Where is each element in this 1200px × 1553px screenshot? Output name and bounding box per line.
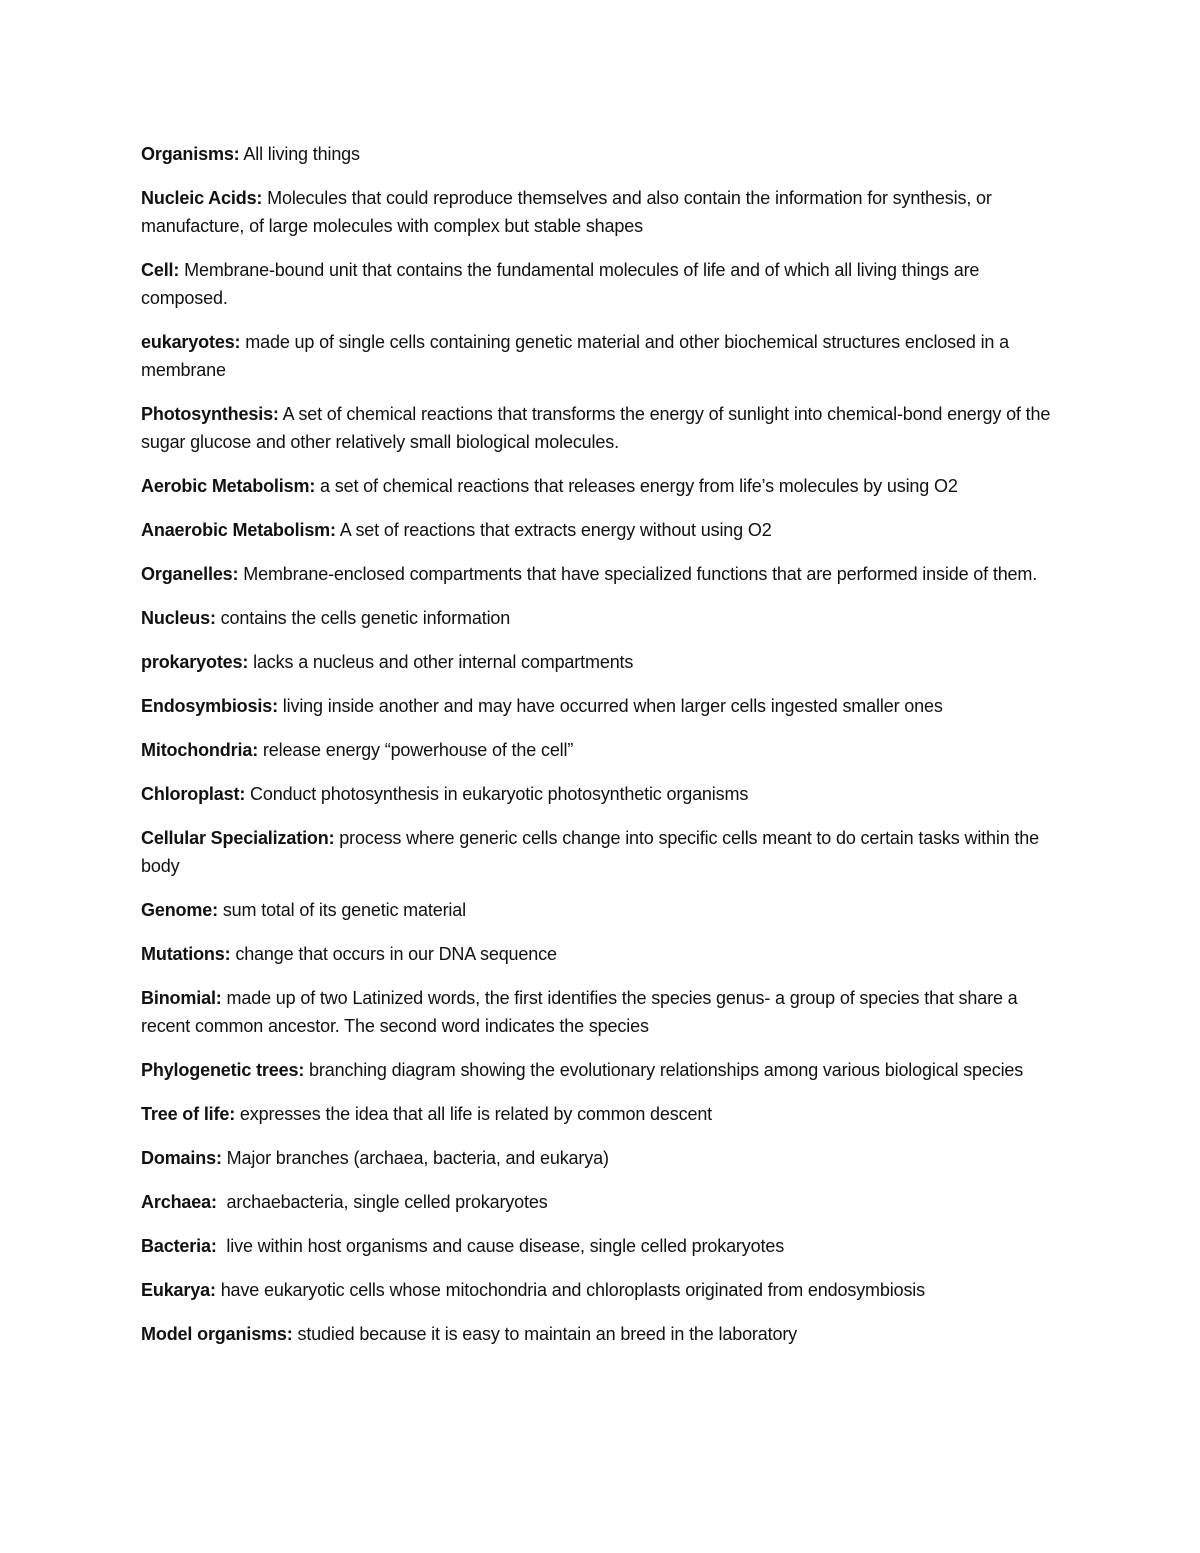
entry-organelles: [141, 560, 1061, 588]
entry-aerobic-metabolism: [141, 472, 1061, 500]
definition: studied because it is easy to maintain an breed in the laboratory: [292, 1324, 798, 1344]
term: Organisms:: [141, 144, 240, 164]
term: Bacteria:: [141, 1236, 217, 1256]
entry-prokaryotes: [141, 648, 1061, 676]
definition: contains the cells genetic information: [215, 608, 511, 628]
definition: archaebacteria, single celled prokaryotes: [216, 1192, 548, 1212]
term: Organelles:: [141, 564, 239, 584]
definition: release energy “powerhouse of the cell”: [258, 740, 574, 760]
entry-tree-of-life: [141, 1100, 1061, 1128]
term: Aerobic Metabolism:: [141, 476, 316, 496]
term: Mutations:: [141, 944, 231, 964]
term: Domains:: [141, 1148, 222, 1168]
entry-chloroplast: [141, 780, 1061, 808]
term: Binomial:: [141, 988, 222, 1008]
entry-bacteria: [141, 1232, 1061, 1260]
entry-endosymbiosis: [141, 692, 1061, 720]
term: prokaryotes:: [141, 652, 249, 672]
definition: sum total of its genetic material: [217, 900, 466, 920]
entry-mitochondria: [141, 736, 1061, 764]
entry-binomial: [141, 984, 1061, 1040]
definition: have eukaryotic cells whose mitochondria and chloroplasts originated from endosymbiosis: [215, 1280, 926, 1300]
entry-genome: [141, 896, 1061, 924]
term: Cell:: [141, 260, 180, 280]
entry-nucleus: [141, 604, 1061, 632]
entry-archaea: [141, 1188, 1061, 1216]
term: Anaerobic Metabolism:: [141, 520, 336, 540]
term: Nucleus:: [141, 608, 216, 628]
term: eukaryotes:: [141, 332, 241, 352]
term: Eukarya:: [141, 1280, 216, 1300]
document-page: [141, 140, 1061, 1364]
term: Model organisms:: [141, 1324, 293, 1344]
term: Tree of life:: [141, 1104, 236, 1124]
term: Cellular Specialization:: [141, 828, 335, 848]
definition: expresses the idea that all life is related by common descent: [235, 1104, 713, 1124]
definition: a set of chemical reactions that releases energy from life’s molecules by using O2: [315, 476, 958, 496]
entry-organisms: [141, 140, 1061, 168]
entry-photosynthesis: [141, 400, 1061, 456]
definition: made up of two Latinized words, the first identifies the species genus- a group of species that share a recent common ancestor. The second word indicates the species: [141, 988, 1018, 1036]
definition: Membrane-enclosed compartments that have specialized functions that are performed inside of them.: [238, 564, 1038, 584]
definition: process where generic cells change into specific cells meant to do certain tasks within the body: [141, 828, 1040, 876]
entry-model-organisms: [141, 1320, 1061, 1348]
entry-eukarya: [141, 1276, 1061, 1304]
term: Photosynthesis:: [141, 404, 279, 424]
term: Genome:: [141, 900, 218, 920]
definition: A set of reactions that extracts energy without using O2: [335, 520, 772, 540]
definition: All living things: [239, 144, 360, 164]
entry-cellular-specialization: [141, 824, 1061, 880]
definition: made up of single cells containing genetic material and other biochemical structures enclosed in a membrane: [141, 332, 1009, 380]
definition: Membrane-bound unit that contains the fundamental molecules of life and of which all living things are composed.: [141, 260, 980, 308]
entry-anaerobic-metabolism: [141, 516, 1061, 544]
definition: Molecules that could reproduce themselves and also contain the information for synthesis, or manufacture, of large molecules with complex but stable shapes: [141, 188, 992, 236]
entry-eukaryotes: [141, 328, 1061, 384]
entry-mutations: [141, 940, 1061, 968]
definition: living inside another and may have occurred when larger cells ingested smaller ones: [277, 696, 943, 716]
definition: A set of chemical reactions that transforms the energy of sunlight into chemical-bond energy of the sugar glucose and other relatively small biological molecules.: [141, 404, 1051, 452]
entry-phylogenetic-trees: [141, 1056, 1061, 1084]
definition: change that occurs in our DNA sequence: [230, 944, 557, 964]
entry-cell: [141, 256, 1061, 312]
term: Endosymbiosis:: [141, 696, 278, 716]
term: Phylogenetic trees:: [141, 1060, 305, 1080]
term: Mitochondria:: [141, 740, 259, 760]
definition: lacks a nucleus and other internal compartments: [248, 652, 634, 672]
entry-domains: [141, 1144, 1061, 1172]
definition: branching diagram showing the evolutionary relationships among various biological species: [304, 1060, 1024, 1080]
definition: Major branches (archaea, bacteria, and eukarya): [221, 1148, 609, 1168]
definition: live within host organisms and cause disease, single celled prokaryotes: [216, 1236, 785, 1256]
term: Chloroplast:: [141, 784, 246, 804]
entry-nucleic-acids: [141, 184, 1061, 240]
term: Nucleic Acids:: [141, 188, 263, 208]
term: Archaea:: [141, 1192, 217, 1212]
definition: Conduct photosynthesis in eukaryotic photosynthetic organisms: [245, 784, 749, 804]
